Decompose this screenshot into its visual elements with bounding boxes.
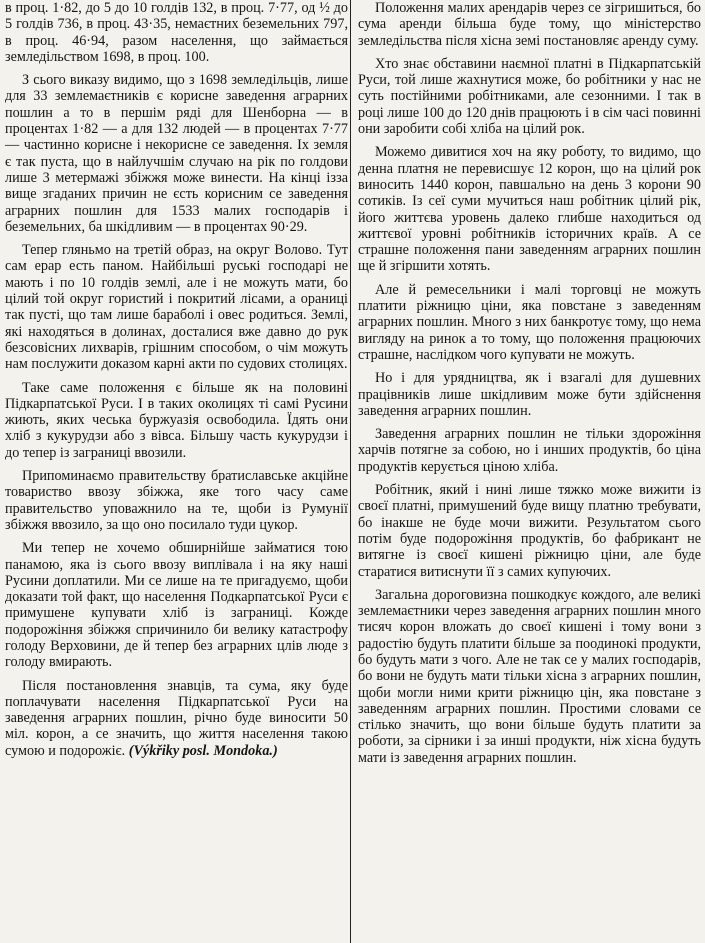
paragraph-text: Після постановлення знавців, та сума, яку буде поплачувати населення Підкарпатської Руси на заведення аграрних пошлин, річно буде виносити 50 міл. корон, а се значить, що життя населення такою сумою и подорожіє. bbox=[5, 677, 348, 759]
paragraph: Тепер гляньмо на третій образ, на округ Волово. Тут сам ерар есть паном. Найбільші руські господарі не мають і по 10 голдів землі, але і не можуть мати, бо цілий той округ гористий і покритий лісами, а ораниці так пусті, що там лише бараболі і овес родиться. Землі, які находяться в долинах, досталися вже давно до рук безсовісних лихварів, грішним способом, о чім можуть нам послужити доказом карні акти по судових столицях. bbox=[5, 242, 348, 373]
paragraph: Заведення аграрних пошлин не тільки здорожіння харчів потягне за собою, но і инших продуктів, бо ціна продуктів керується ціною хліба. bbox=[358, 426, 701, 475]
paragraph: Ми тепер не хочемо обширнійше займатися тою панамою, яка із сього ввозу виплівала і на яку наші Русини доплатили. Ми се лише на те пригадуємо, щоби доказати той факт, що населення Подкарпатської Руси є примушене купувати хліб із заграниці. Кожде подорожіння збіжжя спричинило би велику катастрофу голоду Верховини, де й тепер без аграрних цлів люде з голоду вмирають. bbox=[5, 540, 348, 671]
paragraph: Робітник, який і нині лише тяжко може вижити із своєї платні, примушений буде вищу платню требувати, бо інакше не буде мочи вижити. Результатом сього потім буде подорожіння продуктів, бо фабрикант не витягне із своєї кишені ріжницю ціни, але буде старатися витиснути її з самих купуючих. bbox=[358, 482, 701, 580]
paragraph: Положення малих арендарів через се зігришиться, бо сума аренди більша буде тому, що міністерство земледільства після хісна земі постановляє аренду суму. bbox=[358, 0, 701, 49]
paragraph: З сього виказу видимо, що з 1698 земледільців, лише для 33 землемаєтників є корисне заведення аграрних пошлин а то в першім ряді для Шенборна — в процентах 1·82 — а для 132 людей — в процентах 7·77 — частинно корисне і некорисне се заведення. Іх земля є так пуста, що в найлучшім случаю на рік по голдови лише 3 метермажі збіжжя може винести. На кінці ізза вище згаданих причин не єсть корисним се заведення аграрних пошлин для 1533 малих господарів і беземельних, ба шкідливим — в процентах 90·29. bbox=[5, 72, 348, 235]
paragraph: Можемо дивитися хоч на яку роботу, то видимо, що денна платня не перевисшує 12 корон, що на цілий рок виносить 1440 корон, павшально на день 3 корони 90 сотиків. Із сеї суми мучиться наш робітник цілий рік, його життєва уровень далеко глибше находиться од життєвої уровні робітників історичних країв. А се страшне положення пани заведенням аграрних пошлин ще й згіршити хотять. bbox=[358, 144, 701, 275]
column-divider bbox=[350, 0, 351, 943]
paragraph: Але й ремесельники і малі торговці не можуть платити ріжницю ціни, яка повстане з заведенням аграрних пошлин. Много з них банкротує тому, що нема вигляду на ринок а то тому, що положення працюючих страшне, наслідком чого купувати не можуть. bbox=[358, 281, 701, 363]
paragraph: Но і для урядництва, як і взагалі для душевних працівників лише шкідливим може бути здійснення заведення аграрних пошлин. bbox=[358, 370, 701, 419]
paragraph: в проц. 1·82, до 5 до 10 голдів 132, в проц. 7·77, од ½ до 5 голдів 736, в проц. 43·35, немаєтних беземельних 797, в проц. 46·94, разом населення, що займається земледільством 1698, в проц. 100. bbox=[5, 0, 348, 65]
paragraph: Загальна дороговизна пошкодкує кождого, але великі землемаєтники через заведення аграрних пошлин много тисяч корон вложать до своєї кишені і тому вони з радостію будуть платити більше за поодинокі продукти, бо будуть мати з чого. Але не так се у малих господарів, бо вони не будуть мати тільки хісна з аграрних пошлин, щоби могли ними крити ріжницю цін, яка повстане з заведенням аграрних пошлин. Простими словами се стілько значить, що вони більше будуть платити за роботи, за сірники і за инші продукти, ніж хісна будуть мати із заведення аграрних пошлин. bbox=[358, 586, 701, 766]
left-column bbox=[5, 0, 348, 766]
source-note: (Výkřiky posl. Mondoka.) bbox=[128, 742, 278, 759]
paragraph: Припоминаємо правительству братиславське акційне товариство ввозу збіжжа, яке того часу саме правительство уповажнило на те, щоби із Румунії збіжжя ввозило, за що оно посилало туди цукор. bbox=[5, 468, 348, 533]
paragraph: Таке саме положення є більше як на половині Підкарпатської Руси. І в таких околицях ті самі Русини жиють, яких чеська буржуазія освободила. Їдять они хліб з кукурудзи або з вівса. Більшу часть кукурудзи і до тепер із заграниці ввозили. bbox=[5, 379, 348, 461]
right-column bbox=[358, 0, 701, 773]
paragraph: Хто знає обставини наємної платні в Підкарпатській Руси, той лише жахнутися може, бо робітники у нас не суть постійними робітниками, але сезонними. І так в році лише 100 до 120 днів працюють і в сім часі повинні они заробити собі хліба на цілий рок. bbox=[358, 55, 701, 138]
paragraph-with-source bbox=[5, 678, 348, 759]
